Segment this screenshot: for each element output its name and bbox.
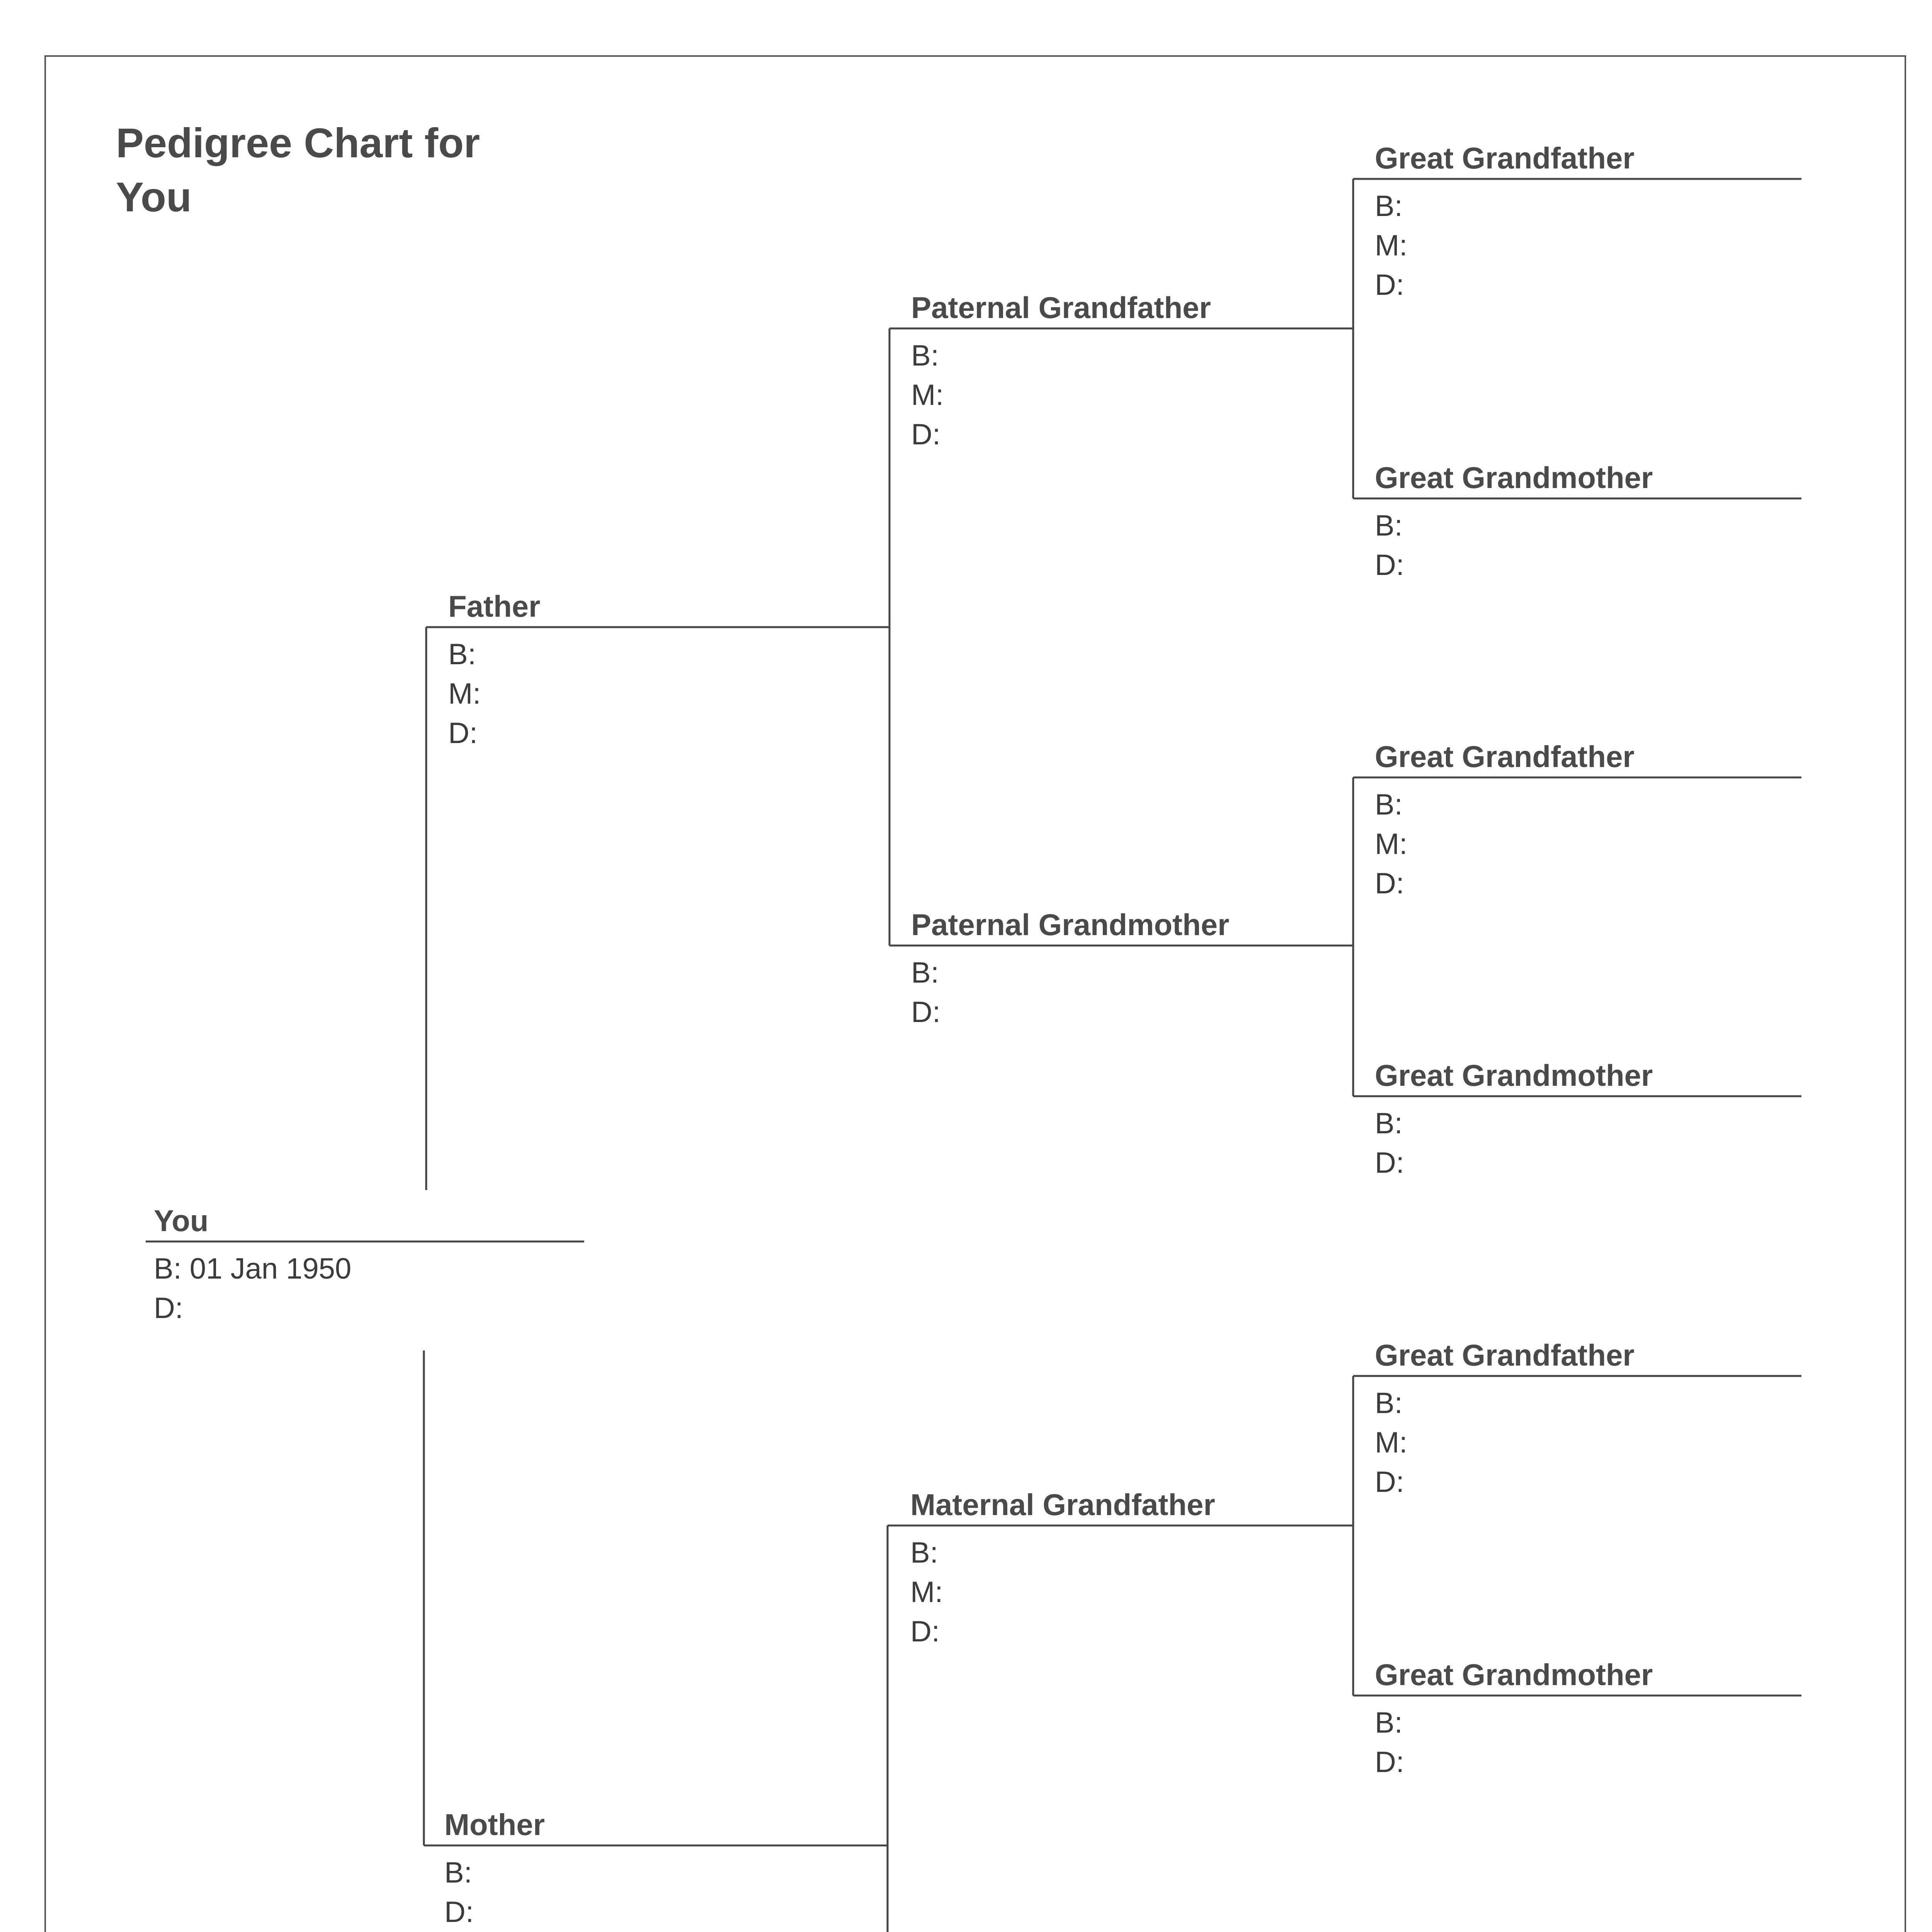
page-title-line-2: You: [116, 173, 192, 220]
person-name: Maternal Grandfather: [910, 1488, 1215, 1522]
death-field: D:: [444, 1896, 474, 1929]
birth-field: B:: [1375, 1107, 1403, 1140]
birth-field: B:: [910, 1536, 938, 1569]
person-name: Paternal Grandmother: [911, 908, 1230, 942]
person-name: Great Grandfather: [1375, 1338, 1634, 1372]
person-name: Father: [448, 589, 541, 623]
person-name: Great Grandfather: [1375, 141, 1634, 175]
death-field: D:: [1375, 1466, 1404, 1498]
death-field: D:: [1375, 269, 1404, 301]
death-field: D:: [1375, 549, 1404, 582]
birth-field: B:: [1375, 190, 1403, 223]
person-name: Great Grandfather: [1375, 740, 1634, 774]
death-field: D:: [448, 717, 478, 750]
birth-field: B:: [448, 638, 476, 671]
birth-field: B: 01 Jan 1950: [154, 1252, 352, 1285]
death-field: D:: [1375, 867, 1404, 900]
page-title-line-1: Pedigree Chart for: [116, 119, 480, 166]
birth-field: B:: [911, 956, 939, 989]
birth-field: B:: [1375, 1387, 1403, 1420]
person-name: Great Grandmother: [1375, 461, 1653, 495]
person-name: Mother: [444, 1808, 545, 1842]
person-name: You: [154, 1204, 209, 1238]
marriage-field: M:: [911, 379, 944, 412]
death-field: D:: [910, 1615, 940, 1648]
person-name: Great Grandmother: [1375, 1058, 1653, 1092]
birth-field: B:: [1375, 509, 1403, 542]
marriage-field: M:: [910, 1576, 943, 1609]
marriage-field: M:: [1375, 1426, 1408, 1459]
death-field: D:: [911, 996, 940, 1029]
birth-field: B:: [1375, 1706, 1403, 1739]
marriage-field: M:: [1375, 828, 1408, 861]
death-field: D:: [154, 1292, 183, 1325]
person-name: Great Grandmother: [1375, 1658, 1653, 1692]
birth-field: B:: [1375, 788, 1403, 821]
death-field: D:: [1375, 1746, 1404, 1779]
marriage-field: M:: [448, 677, 481, 710]
birth-field: B:: [444, 1856, 472, 1889]
death-field: D:: [911, 418, 940, 451]
death-field: D:: [1375, 1146, 1404, 1179]
person-name: Paternal Grandfather: [911, 291, 1211, 325]
marriage-field: M:: [1375, 229, 1408, 262]
birth-field: B:: [911, 339, 939, 372]
